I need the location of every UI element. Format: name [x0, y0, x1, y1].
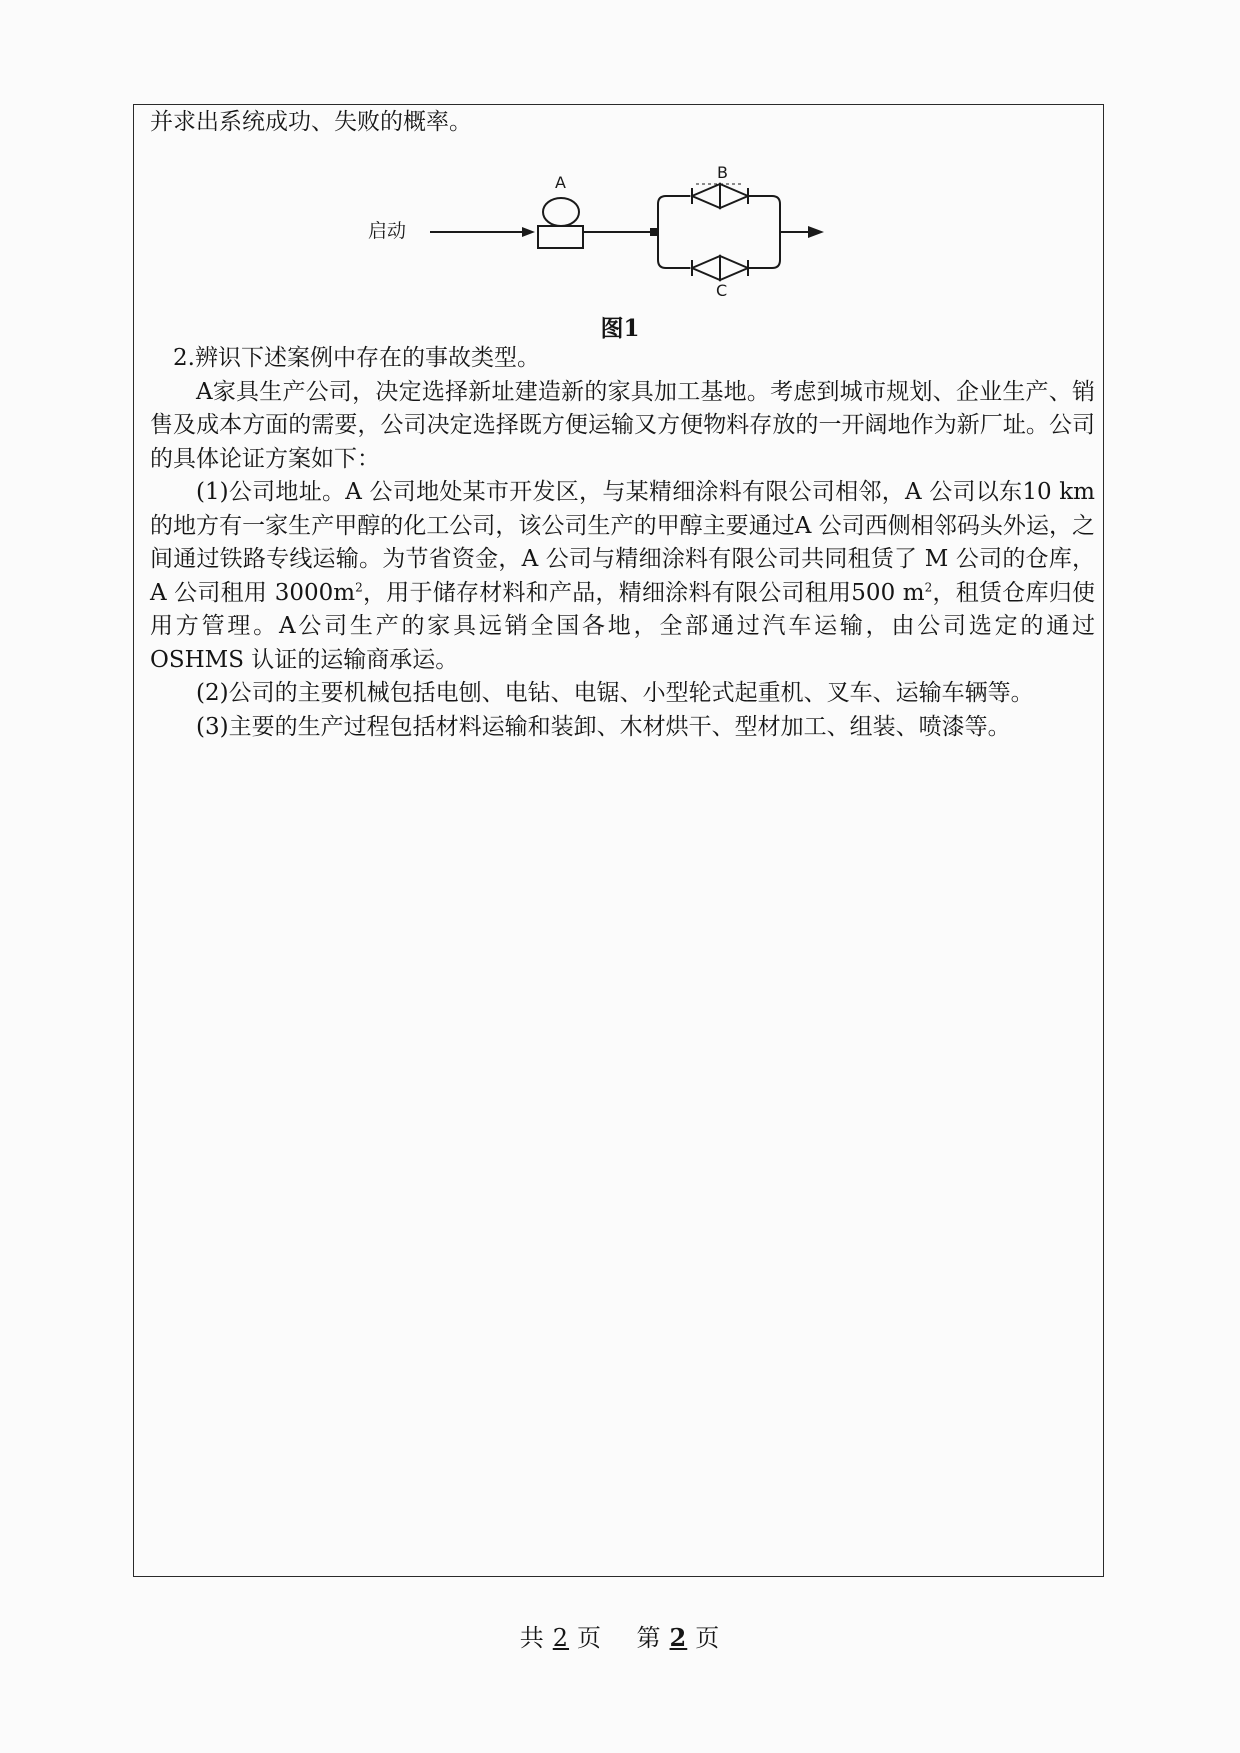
superscript-2: 2 [355, 579, 363, 594]
footer-current-suffix: 页 [695, 1624, 721, 1652]
valve-b-icon [692, 184, 748, 208]
footer-current-prefix: 第 [636, 1624, 662, 1652]
component-a-label: A [555, 173, 566, 192]
output-arrow-icon [808, 226, 824, 238]
figure-caption: 图1 [600, 315, 640, 342]
parallel-right-branch [748, 196, 780, 268]
question-2-block [150, 342, 1095, 744]
parallel-left-branch [658, 196, 690, 268]
component-a-symbol-top [543, 198, 579, 226]
case-item-1 [150, 476, 1095, 677]
case-intro: A家具生产公司，决定选择新址建造新的家具加工基地。考虑到城市规划、企业生产、销售及成本方面的需要，公司决定选择既方便运输又方便物料存放的一开阔地作为新厂址。公司的具体论证方案如下： [150, 378, 1095, 472]
component-b-label: B [717, 163, 728, 182]
junction-node [650, 228, 658, 236]
case-item-1-part1: (1)公司地址。A 公司地处某市开发区，与某精细涂料有限公司相邻，A 公司以东10 km的地方有一家生产甲醇的化工公司，该公司生产的甲醇主要通过A 公司西侧相邻码头外运，之间通过铁路专线运输。为节省资金，A 公司与精细涂料有限公司共同租赁了 M 公司的仓库，A 公司租用 3000m [150, 479, 1095, 606]
case-item-1-part3: ，租赁仓库归使用方管理。A公司生产的家具远销全国各地，全部通过汽车运输，由公司选定的通过 OSHMS 认证的运输商承运。 [150, 579, 1095, 673]
question-2-title: 2.辨识下述案例中存在的事故类型。 [173, 345, 540, 371]
valve-c-icon [692, 256, 748, 280]
component-c-label: C [716, 281, 728, 300]
case-item-1-part2: ，用于储存材料和产品，精细涂料有限公司租用500 m [362, 579, 925, 606]
system-reliability-diagram [360, 160, 880, 310]
page-footer [0, 1618, 1240, 1653]
footer-current-page: 2 [669, 1623, 688, 1652]
component-a-symbol-box [538, 226, 583, 248]
superscript-2: 2 [924, 579, 933, 594]
question-tail: 并求出系统成功、失败的概率。 [150, 109, 472, 135]
footer-total-suffix: 页 [577, 1624, 603, 1652]
case-item-2: (2)公司的主要机械包括电刨、电钻、电锯、小型轮式起重机、叉车、运输车辆等。 [196, 680, 1034, 706]
footer-total-prefix: 共 [519, 1624, 545, 1652]
case-item-3: (3)主要的生产过程包括材料运输和装卸、木材烘干、型材加工、组装、喷漆等。 [196, 713, 1011, 740]
footer-total-pages: 2 [552, 1624, 570, 1652]
arrow-into-a [522, 227, 535, 237]
question-tail-block [150, 106, 1095, 139]
start-label: 启动 [368, 220, 407, 242]
